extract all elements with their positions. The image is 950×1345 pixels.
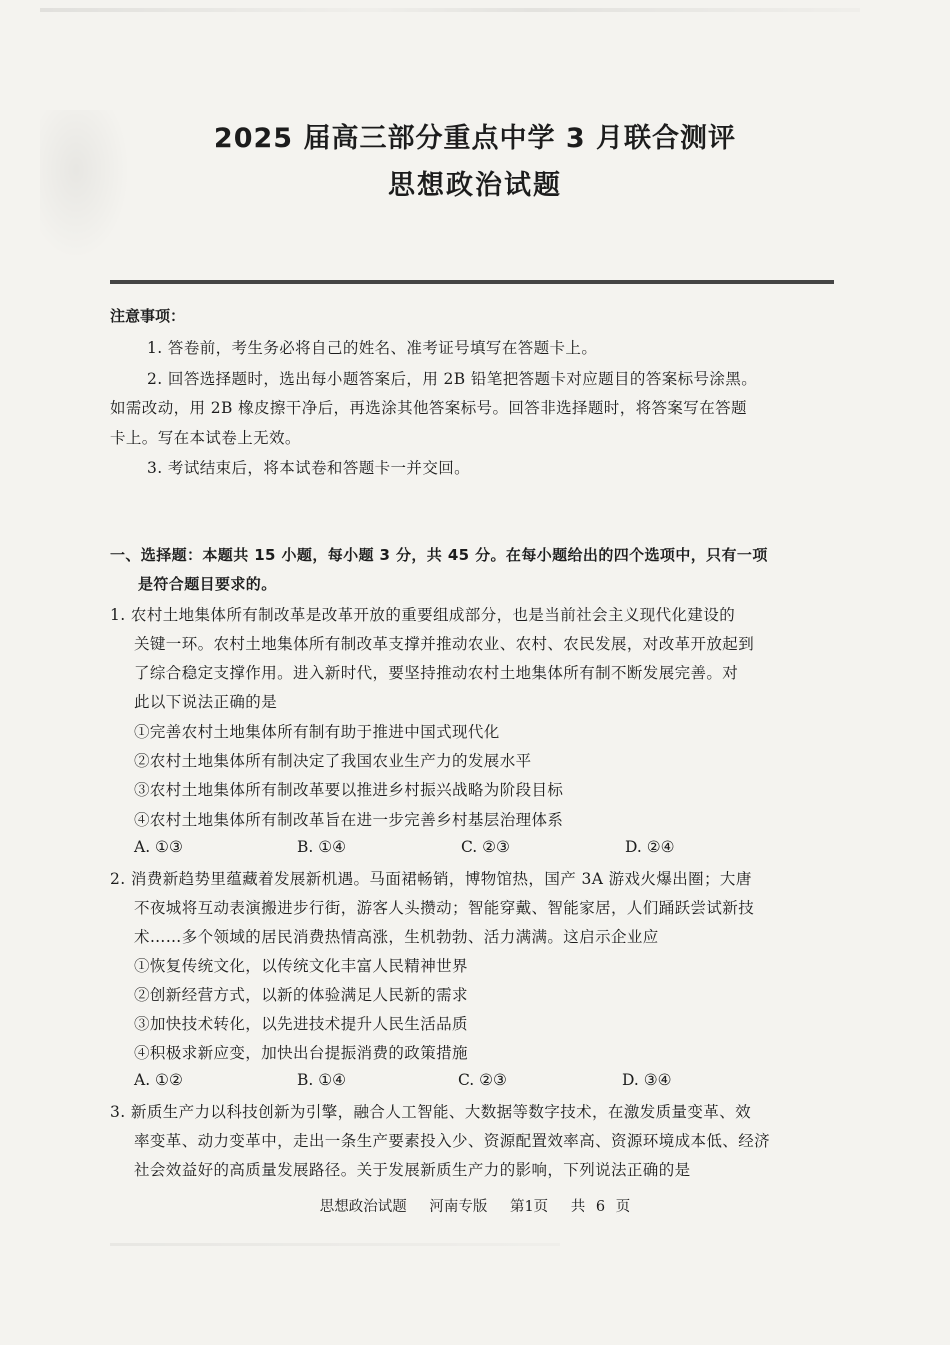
answer-option: D. ③④ — [622, 1071, 672, 1089]
answer-option: B. ①④ — [297, 838, 347, 856]
notice-line: 卡上。写在本试卷上无效。 — [110, 429, 301, 447]
answer-option: C. ②③ — [458, 1071, 507, 1089]
answer-option: D. ②④ — [625, 838, 675, 856]
exam-title: 2025 届高三部分重点中学 3 月联合测评 — [213, 123, 737, 154]
question-stem: 术……多个领域的居民消费热情高涨，生机勃勃、活力满满。这启示企业应 — [134, 928, 659, 946]
question-statement: ①完善农村土地集体所有制有助于推进中国式现代化 — [134, 723, 500, 741]
question-statement: ④农村土地集体所有制改革旨在进一步完善乡村基层治理体系 — [134, 811, 564, 829]
notice-line: 3. 考试结束后，将本试卷和答题卡一并交回。 — [147, 459, 471, 477]
answer-option: A. ①② — [134, 1071, 183, 1089]
notice-line: 如需改动，用 2B 橡皮擦干净后，再选涂其他答案标号。回答非选择题时，将答案写在答题 — [110, 399, 747, 417]
exam-subject-title: 思想政治试题 — [388, 170, 562, 201]
scan-artifact-bottom — [110, 1243, 560, 1246]
question-stem: 3. 新质生产力以科技创新为引擎，融合人工智能、大数据等数字技术，在激发质量变革、效 — [110, 1103, 752, 1121]
notice-heading: 注意事项： — [110, 307, 186, 325]
question-statement: ③农村土地集体所有制改革要以推进乡村振兴战略为阶段目标 — [134, 781, 564, 799]
question-stem: 关键一环。农村土地集体所有制改革支撑并推动农业、农村、农民发展，对改革开放起到 — [134, 635, 755, 653]
footer-page-number: 第1页 — [509, 1199, 549, 1215]
question-statement: ②创新经营方式，以新的体验满足人民新的需求 — [134, 986, 468, 1004]
notice-line: 2. 回答选择题时，选出每小题答案后，用 2B 铅笔把答题卡对应题目的答案标号涂黑。 — [147, 370, 758, 388]
question-stem: 1. 农村土地集体所有制改革是改革开放的重要组成部分，也是当前社会主义现代化建设的 — [110, 606, 736, 624]
section-heading: 是符合题目要求的。 — [138, 575, 277, 593]
page-footer — [0, 1195, 950, 1216]
question-stem: 率变革、动力变革中，走出一条生产要素投入少、资源配置效率高、资源环境成本低、经济 — [134, 1132, 771, 1150]
footer-subject: 思想政治试题 — [319, 1199, 407, 1215]
footer-edition: 河南专版 — [429, 1199, 488, 1215]
question-stem: 了综合稳定支撑作用。进入新时代，要坚持推动农村土地集体所有制不断发展完善。对 — [134, 664, 739, 682]
section-heading: 一、选择题：本题共 15 小题，每小题 3 分，共 45 分。在每小题给出的四个选项中，只有一项 — [110, 546, 768, 564]
scan-artifact-top — [40, 8, 860, 12]
notice-line: 1. 答卷前，考生务必将自己的姓名、准考证号填写在答题卡上。 — [147, 339, 598, 357]
question-stem: 社会效益好的高质量发展路径。关于发展新质生产力的影响，下列说法正确的是 — [134, 1161, 691, 1179]
question-stem: 2. 消费新趋势里蕴藏着发展新机遇。马面裙畅销，博物馆热，国产 3A 游戏火爆出圈；大唐 — [110, 870, 752, 888]
question-stem: 此以下说法正确的是 — [134, 693, 278, 711]
answer-option: A. ①③ — [134, 838, 183, 856]
question-statement: ④积极求新应变，加快出台提振消费的政策措施 — [134, 1044, 468, 1062]
footer-total-pages: 共 6 页 — [570, 1199, 631, 1215]
answer-option: C. ②③ — [461, 838, 510, 856]
title-divider — [110, 280, 834, 284]
question-statement: ③加快技术转化，以先进技术提升人民生活品质 — [134, 1015, 468, 1033]
question-statement: ②农村土地集体所有制决定了我国农业生产力的发展水平 — [134, 752, 532, 770]
question-statement: ①恢复传统文化，以传统文化丰富人民精神世界 — [134, 957, 468, 975]
question-stem: 不夜城将互动表演搬进步行街，游客人头攒动；智能穿戴、智能家居，人们踊跃尝试新技 — [134, 899, 755, 917]
answer-option: B. ①④ — [297, 1071, 347, 1089]
